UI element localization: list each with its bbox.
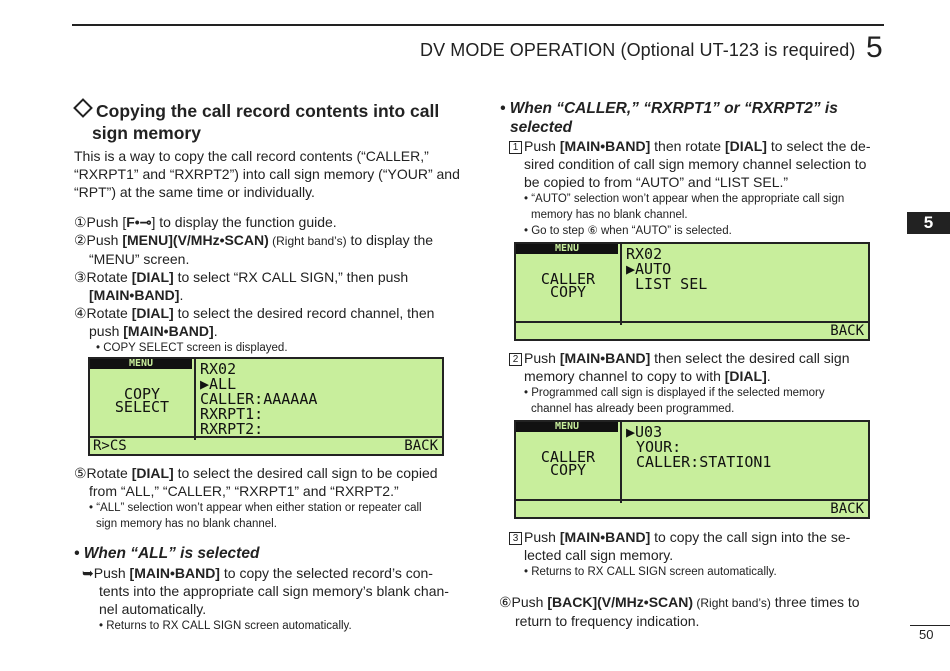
heading-line-1: Copying the call record contents into call <box>96 101 440 121</box>
step-5: ⑤Rotate [DIAL] to select the desired call sign to be copied from “ALL,” “CALLER,” “RXRPT1” and “RXRPT2.” • “ALL” selection won’t appear when either station or repeater call sign memory has no blank channel. <box>74 465 438 530</box>
lcd-softkey-back: BACK <box>830 501 864 517</box>
chapter-tab: 5 <box>907 212 950 234</box>
step-2: ②Push [MENU](V/MHz•SCAN) (Right band’s) to display the <box>74 232 434 248</box>
page-number: 50 <box>919 627 934 642</box>
footer-rule <box>910 625 950 626</box>
lcd-softkey-rcs: R>CS <box>93 438 127 454</box>
lcd-caller-copy-auto: MENU CALLER COPY RX02 ▶AUTO LIST SEL BACK <box>514 242 870 341</box>
lcd-softkey-back: BACK <box>830 323 864 339</box>
subheading-when-all: • When “ALL” is selected <box>74 545 260 562</box>
lcd-menu-label: MENU <box>516 244 618 254</box>
steps-1-4: ①Push [F•⊸] to display the function guide. ②Push [MENU](V/MHz•SCAN) (Right band’s) to display the “MENU” screen. ③Rotate [DIAL] to select “RX CALL SIGN,” then push [MAIN•BAND]. ④Rotate [DIAL] to select the desired record channel, then push [MAIN•BAND]. • COPY SELECT screen is displayed. <box>74 213 460 356</box>
step-4: ④Rotate [DIAL] to select the desired record channel, then <box>74 305 435 321</box>
header-rule <box>72 24 884 26</box>
f-key-icon: F•⊸ <box>126 214 152 230</box>
page-header-title: DV MODE OPERATION (Optional UT-123 is required) <box>420 40 856 60</box>
lcd-menu-label: MENU <box>90 359 192 369</box>
step-6: ⑥Push [BACK](V/MHz•SCAN) (Right band’s) three times to return to frequency indication. <box>499 594 860 629</box>
heading-line-2: sign memory <box>92 123 201 143</box>
lcd-menu-label: MENU <box>516 422 618 432</box>
intro-paragraph: This is a way to copy the call record contents (“CALLER,” “RXRPT1” and “RXRPT2”) into call sign memory (“YOUR” and “RPT”) at the same time or individually. <box>74 148 460 200</box>
diamond-outline-icon <box>73 98 93 118</box>
section-heading <box>74 100 439 144</box>
substep-2: 2 Push [MAIN•BAND] then select the desired call sign memory channel to copy to with [DIAL]. • Programmed call sign is displayed if the selected memory channel has already been programmed. <box>509 349 885 417</box>
step-1: ①Push [F•⊸] to display the function guide. <box>74 214 337 230</box>
subheading-when-caller: • When “CALLER,” “RXRPT1” or “RXRPT2” is selected <box>500 100 838 136</box>
substep-1: 1 Push [MAIN•BAND] then rotate [DIAL] to select the de- sired condition of call sign memory channel selection to be copied to from “AUTO” and “LIST SEL.” • “AUTO” selection won’t appear when the appropriate call sign memory has no blank channel. • Go to step ⑥ when “AUTO” is selected. <box>509 137 885 239</box>
lcd-softkey-back: BACK <box>404 438 438 454</box>
chapter-number: 5 <box>866 31 883 64</box>
lcd-copy-select: MENU COPY SELECT RX02 ▶ALL CALLER:AAAAAA RXRPT1: RXRPT2: R>CS BACK <box>88 357 444 456</box>
step-3: ③Rotate [DIAL] to select “RX CALL SIGN,” then push <box>74 269 409 285</box>
lcd-caller-copy-memory: MENU CALLER COPY ▶U03 YOUR: CALLER:STATION1 BACK <box>514 420 870 519</box>
substep-3: 3 Push [MAIN•BAND] to copy the call sign into the se- lected call sign memory. • Returns to RX CALL SIGN screen automatically. <box>509 528 885 580</box>
when-all-instructions: ➥Push [MAIN•BAND] to copy the selected record’s con- tents into the appropriate call sign memory’s blank chan- nel automatically. • Returns to RX CALL SIGN screen automatically. <box>82 565 449 632</box>
